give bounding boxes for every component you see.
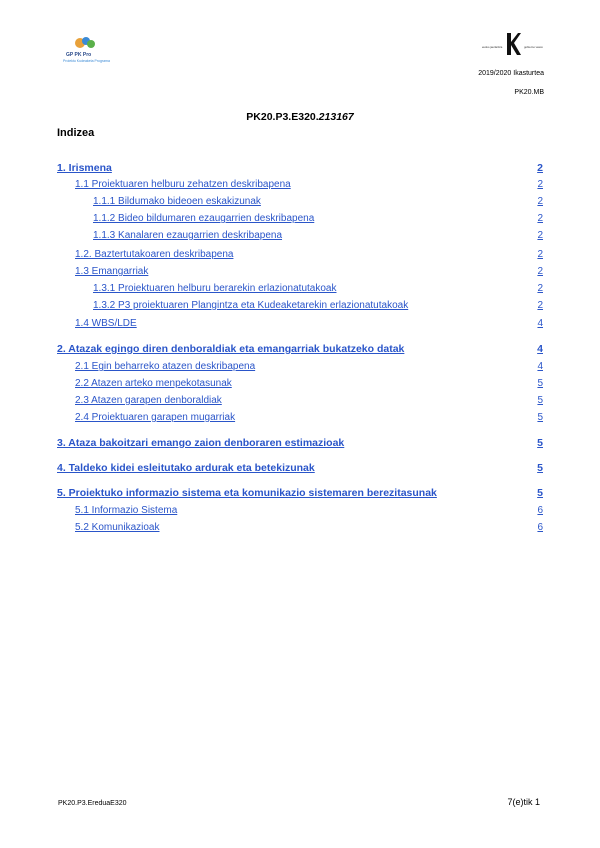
toc-entry-title[interactable]: 1.1 Proiektuaren helburu zehatzen deskribapena: [75, 179, 291, 190]
toc-entry-title[interactable]: 1. Irismena: [57, 162, 112, 174]
toc-entry[interactable]: [0, 213, 600, 227]
logo-brand-text: GP PK Pro: [66, 52, 92, 58]
government-logo: [482, 30, 544, 58]
toc-entry-title[interactable]: 1.3.2 P3 proiektuaren Plangintza eta Kudeaketarekin erlazionatutakoak: [93, 300, 409, 311]
toc-entry-page[interactable]: 6: [537, 505, 543, 516]
toc-entry-title[interactable]: 4. Taldeko kidei esleitutako ardurak eta betekizunak: [57, 462, 315, 474]
crest-k-icon: [506, 32, 522, 56]
toc-entry[interactable]: [0, 437, 600, 451]
toc-entry-title[interactable]: 1.1.1 Bildumako bideoen eskakizunak: [93, 196, 261, 207]
toc-entry[interactable]: [0, 378, 600, 392]
toc-entry[interactable]: [0, 266, 600, 280]
toc-entry[interactable]: [0, 395, 600, 409]
toc-entry-title[interactable]: 2.1 Egin beharreko atazen deskribapena: [75, 361, 256, 372]
toc-entry[interactable]: [0, 230, 600, 244]
toc-entry-title[interactable]: 2.4 Proiektuaren garapen mugarriak: [75, 412, 236, 423]
toc-entry[interactable]: [0, 522, 600, 536]
school-year: 2019/2020 Ikasturtea: [478, 70, 544, 77]
toc-entry[interactable]: [0, 300, 600, 314]
toc-entry-page[interactable]: 2: [537, 283, 543, 294]
toc-entry[interactable]: [0, 318, 600, 332]
toc-entry[interactable]: [0, 162, 600, 176]
toc-entry-page[interactable]: 2: [537, 266, 543, 277]
toc-entry-page[interactable]: 5: [537, 378, 543, 389]
toc-entry-title[interactable]: 2. Atazak egingo diren denboraldiak eta emangarriak bukatzeko datak: [57, 343, 405, 355]
document-title-main: PK20.P3.E320.: [246, 111, 319, 123]
logo-tagline: Proiektu Kudeaketa Programa: [63, 59, 110, 63]
toc-entry-page[interactable]: 5: [537, 412, 543, 423]
toc-entry[interactable]: [0, 412, 600, 426]
toc-entry-title[interactable]: 2.3 Atazen garapen denboraldiak: [75, 395, 222, 406]
company-logo: [60, 36, 110, 66]
index-heading: Indizea: [57, 127, 95, 139]
footer-doc-code: PK20.P3.EreduaE320: [58, 800, 127, 807]
toc-entry-title[interactable]: 1.4 WBS/LDE: [75, 318, 137, 329]
toc-entry-page[interactable]: 2: [537, 179, 543, 190]
toc-entry-title[interactable]: 5.2 Komunikazioak: [75, 522, 160, 533]
toc-entry[interactable]: [0, 361, 600, 375]
toc-entry-title[interactable]: 1.3 Emangarriak: [75, 266, 149, 277]
toc-entry-page[interactable]: 4: [537, 361, 543, 372]
toc-entry-page[interactable]: 5: [537, 437, 543, 449]
logo-mark-icon: [74, 36, 96, 50]
footer-page-number: 7(e)tik 1: [507, 797, 540, 807]
toc-entry-page[interactable]: 6: [537, 522, 543, 533]
toc-entry-title[interactable]: 5. Proiektuko informazio sistema eta komunikazio sistemaren berezitasunak: [57, 487, 437, 499]
toc-entry-page[interactable]: 2: [537, 249, 543, 260]
toc-entry[interactable]: [0, 179, 600, 193]
header-code: PK20.MB: [514, 89, 544, 96]
toc-entry[interactable]: [0, 487, 600, 501]
toc-entry-title[interactable]: 1.1.3 Kanalaren ezaugarrien deskribapena: [93, 230, 283, 241]
toc-entry-title[interactable]: 5.1 Informazio Sistema: [75, 505, 178, 516]
toc-entry[interactable]: [0, 343, 600, 357]
gov-logo-line2: gobierno vasco: [524, 45, 543, 49]
toc-entry[interactable]: [0, 283, 600, 297]
document-title: [0, 111, 600, 123]
toc-entry-page[interactable]: 5: [537, 462, 543, 474]
gov-logo-line1: eusko jaurlaritza: [482, 45, 503, 49]
toc-entry-page[interactable]: 2: [537, 162, 543, 174]
toc-entry-title[interactable]: 1.3.1 Proiektuaren helburu berarekin erlazionatutakoak: [93, 283, 337, 294]
toc-entry[interactable]: [0, 505, 600, 519]
toc-entry[interactable]: [0, 196, 600, 210]
toc-entry-page[interactable]: 5: [537, 395, 543, 406]
toc-entry-page[interactable]: 2: [537, 213, 543, 224]
document-title-number: 213167: [318, 111, 354, 123]
toc-entry-page[interactable]: 4: [537, 343, 543, 355]
toc-entry[interactable]: [0, 462, 600, 476]
toc-entry-page[interactable]: 5: [537, 487, 543, 499]
toc-entry-title[interactable]: 1.2. Baztertutakoaren deskribapena: [75, 249, 234, 260]
toc-entry-page[interactable]: 2: [537, 300, 543, 311]
toc-entry-page[interactable]: 2: [537, 230, 543, 241]
toc-entry-title[interactable]: 3. Ataza bakoitzari emango zaion denboraren estimazioak: [57, 437, 345, 449]
toc-entry-title[interactable]: 2.2 Atazen arteko menpekotasunak: [75, 378, 232, 389]
toc-entry-title[interactable]: 1.1.2 Bideo bildumaren ezaugarrien deskribapena: [93, 213, 315, 224]
toc-entry-page[interactable]: 2: [537, 196, 543, 207]
toc-entry[interactable]: [0, 249, 600, 263]
toc-entry-page[interactable]: 4: [537, 318, 543, 329]
